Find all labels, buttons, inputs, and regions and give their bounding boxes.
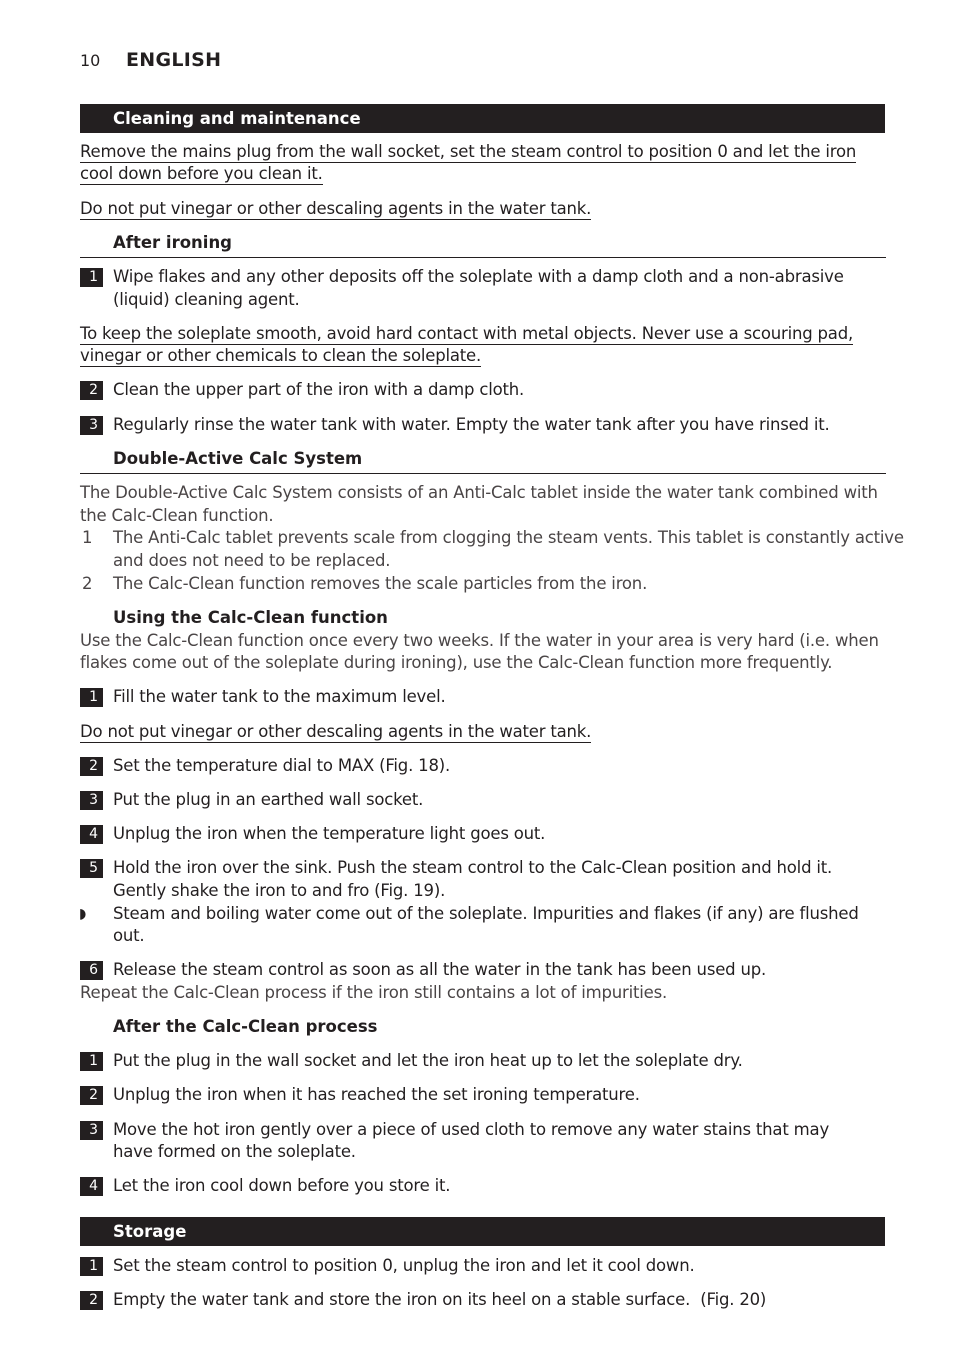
step-number-badge: 3 [80,791,103,810]
intro-text: flakes come out of the soleplate during ironing), use the Calc-Clean function more frequently. [80,653,833,672]
subheading-using-calc-clean: Using the Calc-Clean function [113,608,388,627]
intro-text: Use the Calc-Clean function once every two weeks. If the water in your area is very hard (i.e. when [80,631,879,650]
step-text: Move the hot iron gently over a piece of used cloth to remove any water stains that may [113,1120,830,1139]
list-text: and does not need to be replaced. [113,551,391,570]
list-number: 1 [82,528,93,547]
intro-text: The Double-Active Calc System consists of an Anti-Calc tablet inside the water tank combined with [80,483,878,502]
step-number-badge: 1 [80,688,103,707]
language-heading: ENGLISH [126,49,222,71]
step-number-badge: 5 [80,859,103,878]
step-text: Put the plug in the wall socket and let the iron heat up to let the soleplate dry. [113,1051,743,1070]
step-text: Gently shake the iron to and fro (Fig. 19). [113,881,446,900]
step-text: Hold the iron over the sink. Push the steam control to the Calc-Clean position and hold it. [113,858,833,877]
result-text: Steam and boiling water come out of the soleplate. Impurities and flakes (if any) are flushed [113,904,859,923]
step-text: Fill the water tank to the maximum level. [113,687,446,706]
step-text: Unplug the iron when the temperature light goes out. [113,824,546,843]
step-number-badge: 1 [80,1052,103,1071]
step-number-badge: 2 [80,1086,103,1105]
page-number: 10 [80,51,101,70]
step-text: Set the steam control to position 0, unplug the iron and let it cool down. [113,1256,695,1275]
warning-vinegar: Do not put vinegar or other descaling agents in the water tank. [80,722,592,741]
subheading-after-calc-clean: After the Calc-Clean process [113,1017,378,1036]
list-text: The Anti-Calc tablet prevents scale from clogging the steam vents. This tablet is constantly active [113,528,904,547]
list-text: The Calc-Clean function removes the scale particles from the iron. [113,574,648,593]
step-text: Empty the water tank and store the iron on its heel on a stable surface. (Fig. 20) [113,1290,767,1309]
step-number-badge: 1 [80,1257,103,1276]
step-text: Release the steam control as soon as all the water in the tank has been used up. [113,960,767,979]
step-number-badge: 2 [80,1291,103,1310]
warning-vinegar: Do not put vinegar or other descaling agents in the water tank. [80,199,592,218]
step-number-badge: 6 [80,961,103,980]
step-number-badge: 3 [80,1121,103,1140]
caution-soleplate-line1: To keep the soleplate smooth, avoid hard contact with metal objects. Never use a scouring pad, [80,324,854,343]
step-text: Clean the upper part of the iron with a damp cloth. [113,380,525,399]
result-arrow-icon: ◗ [79,906,87,922]
section-bar-cleaning: Cleaning and maintenance [80,104,885,133]
subheading-double-active: Double-Active Calc System [80,448,886,474]
step-number-badge: 4 [80,1177,103,1196]
caution-soleplate-line2: vinegar or other chemicals to clean the soleplate. [80,346,482,365]
step-number-badge: 2 [80,757,103,776]
step-text: Let the iron cool down before you store it. [113,1176,451,1195]
step-text: Wipe flakes and any other deposits off the soleplate with a damp cloth and a non-abrasive [113,267,844,286]
step-text: Unplug the iron when it has reached the set ironing temperature. [113,1085,640,1104]
step-text: Regularly rinse the water tank with water. Empty the water tank after you have rinsed it. [113,415,830,434]
list-number: 2 [82,574,93,593]
step-text: Set the temperature dial to MAX (Fig. 18). [113,756,451,775]
step-text: Put the plug in an earthed wall socket. [113,790,424,809]
step-text: have formed on the soleplate. [113,1142,356,1161]
warning-mains-plug-line2: cool down before you clean it. [80,164,323,183]
step-number-badge: 2 [80,381,103,400]
result-text: out. [113,926,145,945]
step-number-badge: 4 [80,825,103,844]
warning-mains-plug-line1: Remove the mains plug from the wall socket, set the steam control to position 0 and let the iron [80,142,857,161]
note-text: Repeat the Calc-Clean process if the iron still contains a lot of impurities. [80,983,668,1002]
section-bar-storage: Storage [80,1217,885,1246]
step-number-badge: 3 [80,416,103,435]
step-number-badge: 1 [80,268,103,287]
subheading-after-ironing: After ironing [80,232,886,258]
intro-text: the Calc-Clean function. [80,506,274,525]
step-text: (liquid) cleaning agent. [113,290,300,309]
